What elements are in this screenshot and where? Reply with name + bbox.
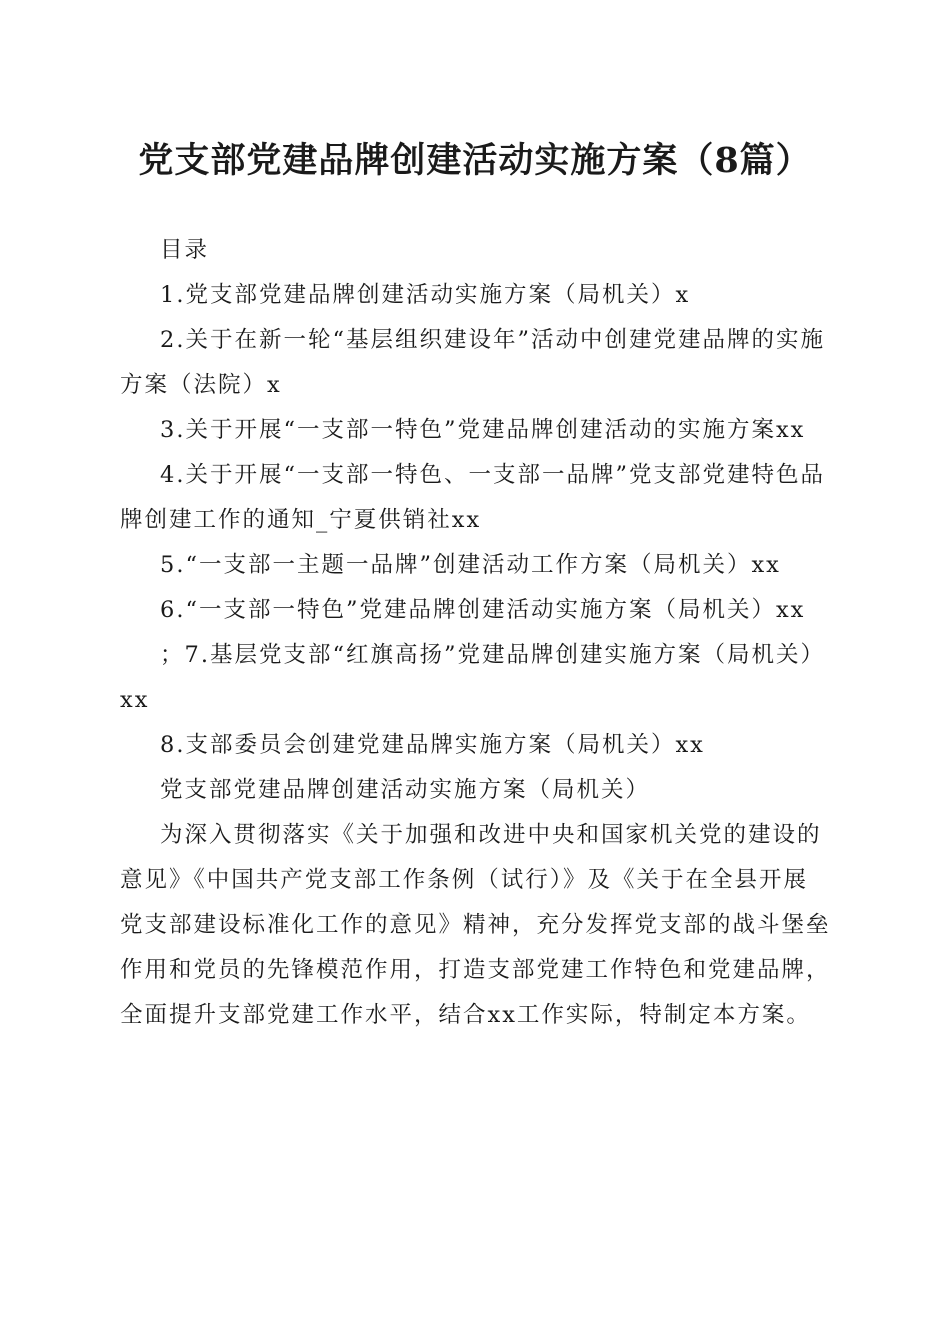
toc-item: 6.“一支部一特色”党建品牌创建活动实施方案（局机关）xx bbox=[160, 597, 806, 623]
toc-item: 8.支部委员会创建党建品牌实施方案（局机关）xx bbox=[160, 732, 705, 758]
section-title: 党支部党建品牌创建活动实施方案（局机关） bbox=[160, 777, 651, 803]
toc-item: 2.关于在新一轮“基层组织建设年”活动中创建党建品牌的实施方案（法院）x bbox=[120, 327, 825, 398]
toc-item: 1.党支部党建品牌创建活动实施方案（局机关）x bbox=[160, 282, 691, 308]
document-title: 党支部党建品牌创建活动实施方案（8篇） bbox=[138, 140, 812, 181]
toc-item: 4.关于开展“一支部一特色、一支部一品牌”党支部党建特色品牌创建工作的通知_宁夏供销社xx bbox=[120, 462, 825, 533]
document-body bbox=[120, 228, 832, 1038]
toc-item: 5.“一支部一主题一品牌”创建活动工作方案（局机关）xx bbox=[160, 552, 781, 578]
toc-item: 3.关于开展“一支部一特色”党建品牌创建活动的实施方案xx bbox=[160, 417, 806, 443]
intro-paragraph: 为深入贯彻落实《关于加强和改进中央和国家机关党的建设的意见》《中国共产党支部工作条例（试行）》及《关于在全县开展党支部建设标准化工作的意见》精神，充分发挥党支部的战斗堡垒作用和党员的先锋模范作用，打造支部党建工作特色和党建品牌，全面提升支部党建工作水平，结合xx工作实际，特制定本方案。 bbox=[120, 822, 831, 1028]
toc-heading: 目录 bbox=[160, 237, 210, 263]
toc-item: ；7.基层党支部“红旗高扬”党建品牌创建实施方案（局机关）xx bbox=[120, 642, 825, 713]
